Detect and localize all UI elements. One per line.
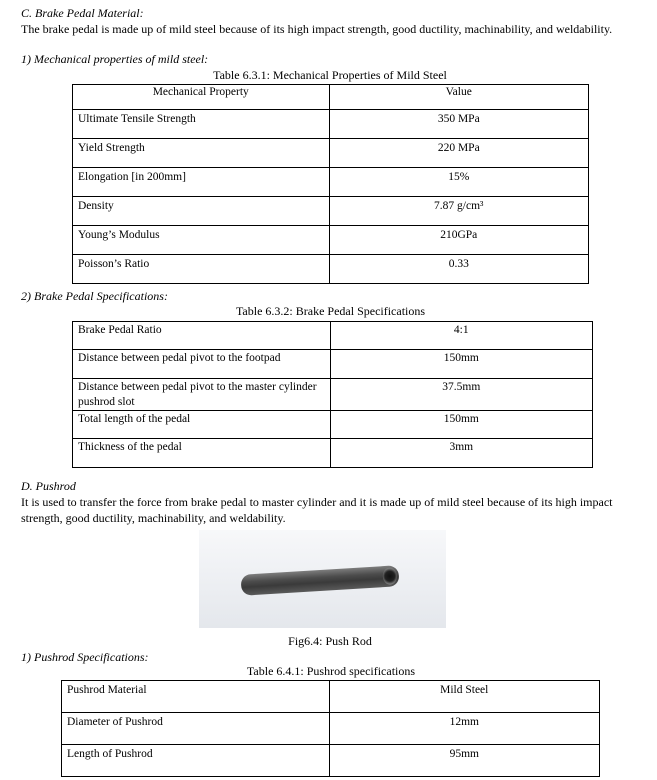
table-row (73, 439, 593, 468)
push-rod-image (199, 530, 446, 628)
mech-table-caption: Table 6.3.1: Mechanical Properties of Mild Steel (213, 68, 447, 82)
pedal-specs-subheading: 2) Brake Pedal Specifications: (21, 289, 168, 303)
spec-value-cell: 12mm (329, 713, 599, 745)
property-cell: Yield Strength (73, 139, 330, 168)
spec-value-cell: Mild Steel (329, 681, 599, 713)
table-row (73, 168, 589, 197)
spec-name-cell: Diameter of Pushrod (62, 713, 330, 745)
pushrod-specs-subheading: 1) Pushrod Specifications: (21, 650, 149, 664)
section-c-heading: C. Brake Pedal Material: (21, 6, 144, 20)
spec-value-cell: 3mm (330, 439, 592, 468)
value-cell: 15% (329, 168, 588, 197)
spec-value-cell: 37.5mm (330, 379, 592, 411)
value-cell: 210GPa (329, 226, 588, 255)
table-row (62, 713, 600, 745)
header-cell: Mechanical Property (73, 85, 330, 110)
property-cell: Elongation [in 200mm] (73, 168, 330, 197)
table-row (73, 411, 593, 439)
property-cell: Poisson’s Ratio (73, 255, 330, 284)
spec-value-cell: 150mm (330, 411, 592, 439)
figure-caption: Fig6.4: Push Rod (288, 634, 372, 648)
table-row (62, 681, 600, 713)
table-row (73, 350, 593, 379)
spec-name-cell: Pushrod Material (62, 681, 330, 713)
pedal-table-caption: Table 6.3.2: Brake Pedal Specifications (235, 304, 426, 318)
property-cell: Young’s Modulus (73, 226, 330, 255)
table-row (73, 226, 589, 255)
table-row (73, 139, 589, 168)
section-d-heading: D. Pushrod (21, 479, 76, 493)
mech-properties-subheading: 1) Mechanical properties of mild steel: (21, 52, 209, 66)
header-cell: Value (329, 85, 588, 110)
table-header-row (73, 85, 589, 110)
value-cell: 0.33 (329, 255, 588, 284)
property-cell: Density (73, 197, 330, 226)
pushrod-specs-table (61, 680, 600, 777)
section-c-paragraph: The brake pedal is made up of mild steel because of its high impact strength, good ductility, machinability, and weldability. (21, 22, 613, 36)
table-row (62, 745, 600, 777)
pushrod-table-caption: Table 6.4.1: Pushrod specifications (246, 664, 416, 678)
table-row (73, 110, 589, 139)
spec-name-cell: Thickness of the pedal (73, 439, 331, 468)
spec-name-cell: Total length of the pedal (73, 411, 331, 439)
value-cell: 7.87 g/cm³ (329, 197, 588, 226)
table-row (73, 255, 589, 284)
spec-name-cell: Brake Pedal Ratio (73, 322, 331, 350)
spec-name-cell: Length of Pushrod (62, 745, 330, 777)
value-cell: 220 MPa (329, 139, 588, 168)
spec-name-cell: Distance between pedal pivot to the master cylinder pushrod slot (73, 379, 331, 411)
spec-value-cell: 150mm (330, 350, 592, 379)
push-rod-end (382, 567, 397, 585)
spec-name-cell: Distance between pedal pivot to the footpad (73, 350, 331, 379)
table-row (73, 322, 593, 350)
pedal-specs-table (72, 321, 593, 468)
spec-value-cell: 95mm (329, 745, 599, 777)
push-rod-shape (241, 565, 400, 596)
value-cell: 350 MPa (329, 110, 588, 139)
table-row (73, 197, 589, 226)
mech-properties-table (72, 84, 589, 284)
table-row (73, 379, 593, 411)
property-cell: Ultimate Tensile Strength (73, 110, 330, 139)
spec-value-cell: 4:1 (330, 322, 592, 350)
section-d-paragraph: It is used to transfer the force from brake pedal to master cylinder and it is made up of mild steel because of its high impact strength, good ductility, machinability, and weldability. (21, 495, 613, 525)
